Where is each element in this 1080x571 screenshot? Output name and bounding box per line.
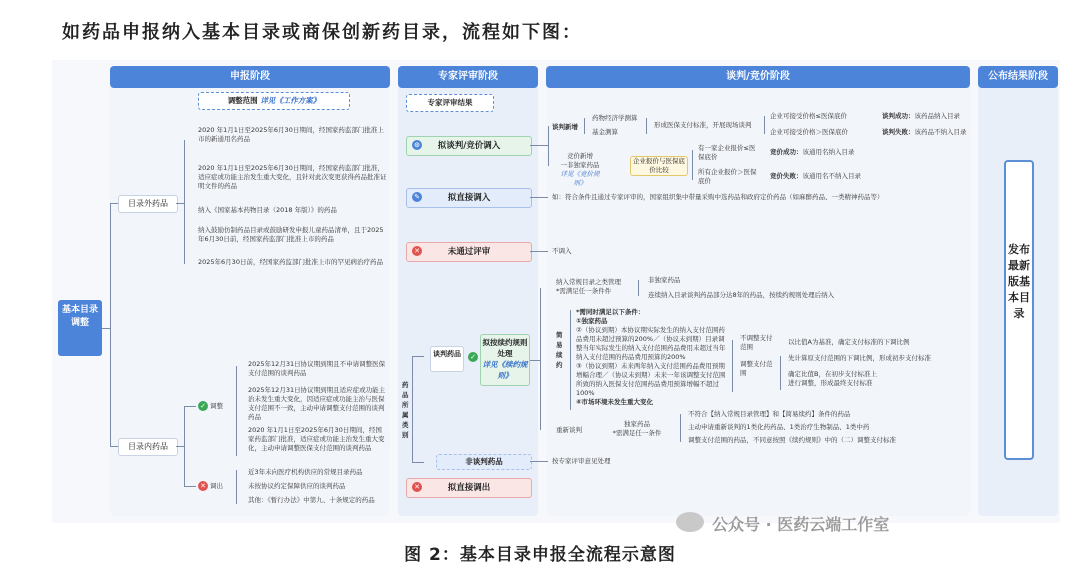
connector <box>412 356 413 462</box>
bid-failure-text: 该通用名不纳入目录 <box>802 172 861 180</box>
non-exclusive-label: 非独家药品 <box>648 276 681 284</box>
to-direct-node <box>406 188 532 208</box>
negotiate-column-header: 谈判/竞价阶段 <box>546 66 970 88</box>
adjust-item: 2025年12月31日协议期到期且不申请调整医保支付范围的谈判药品 <box>248 360 386 377</box>
simple-renewal-label: 简易续约 <box>556 331 563 369</box>
scope-link[interactable]: 详见《工作方案》 <box>260 96 321 105</box>
bid-failure-label: 竞价失败： <box>770 172 803 180</box>
connector <box>530 251 548 252</box>
adjust-text-1: 先计算原支付范围的下调比例，形成初步支付标准 <box>788 354 931 362</box>
no-adjust-scope: 不调整支付范围 <box>740 334 773 351</box>
talk-failure <box>882 128 967 137</box>
fail-label: 未通过评审 <box>447 247 491 257</box>
cond-gt-label: 企业可接受价格＞医保底价 <box>770 128 848 136</box>
review-result-box: 专家评审结果 <box>406 94 494 112</box>
connector <box>102 328 110 329</box>
connector <box>646 118 647 134</box>
close-icon: ✕ <box>412 482 422 492</box>
connector <box>530 360 540 361</box>
connector <box>638 280 639 296</box>
non-negotiated-node: 非谈判药品 <box>436 454 532 470</box>
talk-failure-label: 谈判失败： <box>882 128 915 136</box>
bid-failure <box>770 172 861 181</box>
direct-out-node <box>406 478 532 498</box>
close-icon: ✕ <box>198 481 208 491</box>
to-negotiate-label: 拟谈判/竞价调入 <box>437 141 501 151</box>
remove-item: 未按协议约定保障供应的谈判药品 <box>248 482 346 490</box>
connector <box>680 414 681 442</box>
apply-column-header: 申报阶段 <box>110 66 390 88</box>
bid-new-block <box>558 152 602 188</box>
drug-category-label: 药品所属类别 <box>402 381 409 439</box>
outside-item: 2020 年1月1日至2025年6月30日期间，经国家药监部门批准，适应症或功能主治发生重大变化，且针对此次变更获得药品批准证明文件的药品 <box>198 164 387 190</box>
publish-column-header: 公布结果阶段 <box>978 66 1058 88</box>
close-icon: ✕ <box>412 246 422 256</box>
direct-out-label: 拟直接调出 <box>447 483 491 493</box>
review-column <box>398 66 538 516</box>
bid-success <box>770 148 855 157</box>
non-exclusive-text: 连续纳入目录谈判药品部分达8年的药品，按续约规则处理后纳入 <box>648 291 835 299</box>
fund-calc-label: 基金测算 <box>592 128 618 136</box>
review-column-header: 专家评审阶段 <box>398 66 538 88</box>
talk-success <box>882 112 960 121</box>
talk-success-label: 谈判成功： <box>882 112 915 120</box>
connector <box>584 118 585 134</box>
talk-success-text: 该药品纳入目录 <box>914 112 960 120</box>
non-negotiated-note: 按专家评审意见处理 <box>552 457 611 465</box>
connector <box>530 461 548 462</box>
connector <box>540 288 541 430</box>
adjust-label: 调整 <box>210 402 223 410</box>
figure-caption: 图 2：基本目录申报全流程示意图 <box>404 545 676 565</box>
scope-box <box>198 92 350 110</box>
connector <box>780 356 781 390</box>
remove-item: 近3年未向医疗机构供应的常规目录药品 <box>248 468 363 476</box>
connector <box>732 340 733 392</box>
simple-cond-title: *需同时满足以下条件： <box>576 308 645 316</box>
normal-catalog-label: 纳入常规目录之类管理 <box>556 278 621 286</box>
connector <box>176 446 184 447</box>
outside-item: 2020 年1月1日至2025年6月30日期间，经国家药监部门批准上市的新通用名药品 <box>198 126 384 143</box>
adjust-scope: 调整支付范围 <box>740 360 773 377</box>
to-direct-label: 拟直接调入 <box>447 193 491 203</box>
bid-cond-gt: 所有企业报价＞医保底价 <box>698 168 757 185</box>
connector <box>530 197 548 198</box>
outside-item: 纳入鼓励仿制药品目录或鼓励研发申报儿童药品清单，且于2025年6月30日前，经国家药监部门批准上市的药品 <box>198 226 384 243</box>
connector <box>110 203 118 204</box>
check-icon: ✓ <box>198 401 208 411</box>
connector <box>176 203 184 204</box>
connector <box>184 140 185 264</box>
form-standard-label: 形成医保支付标准，开展现场谈判 <box>654 121 752 129</box>
scope-label: 调整范围 <box>227 96 258 105</box>
wechat-icon <box>676 512 704 532</box>
bid-success-text: 该通用名纳入目录 <box>802 148 855 156</box>
simple-cond-item: ③（协议到期）未来两年纳入支付范围药品费用预期增幅合理／（协议未到期）未来一年该调整支付范围所致的纳入医保支付范围药品费用预算增幅不超过100% <box>576 362 726 397</box>
simple-cond-item: ②（协议到期）本协议期实际发生的纳入支付范围药品费用未超过预算的200%／（协议未到期）目录调整当年实际发生的纳入支付范围药品费用未超过当年纳入支付范围的药品费用预算的200% <box>576 326 726 361</box>
renegotiate-item: 不符合【纳入常规目录管理】和【简易续约】条件的药品 <box>688 410 851 418</box>
renegotiate-sub <box>602 420 672 438</box>
flowchart <box>52 60 1060 523</box>
fail-note: 不调入 <box>552 247 572 255</box>
remove-item: 其他：《暂行办法》中第九、十条规定的药品 <box>248 496 375 504</box>
info-icon: ⊙ <box>412 140 422 150</box>
fail-node <box>406 242 532 262</box>
connector <box>692 150 693 180</box>
renew-node <box>480 334 530 386</box>
negotiated-drugs-node: 谈判药品 <box>430 346 464 372</box>
connector <box>570 310 571 410</box>
connector <box>236 470 237 504</box>
adjust-item: 2020 年1月1日至2025年6月30日期间，经国家药监部门批准，适应症或功能主治发生重大变化，主动申请调整医保支付范围的谈判药品 <box>248 426 385 452</box>
simple-conditions <box>576 308 726 407</box>
connector <box>184 406 196 407</box>
connector <box>530 145 548 146</box>
simple-cond-item: ④市场环境未发生重大变化 <box>576 398 654 406</box>
cond-le-label: 企业可接受价格≤医保底价 <box>770 112 847 120</box>
outside-catalog-node: 目录外药品 <box>118 195 178 213</box>
direct-note: 如：符合条件且通过专家评审的，国家组织集中带量采购中选药品和政府定价药品（如麻醉药品、一类精神药品等） <box>552 193 884 201</box>
to-negotiate-node <box>406 136 532 156</box>
connector <box>236 366 237 456</box>
normal-catalog-sub: *需满足任一条件件 <box>556 287 612 295</box>
connector <box>110 203 111 446</box>
bid-success-label: 竞价成功： <box>770 148 803 156</box>
renew-label: 拟按续约规则处理 <box>482 338 528 358</box>
talk-new-label: 谈判新增 <box>552 123 578 131</box>
bid-new-sub: 一非独家药品 <box>560 161 600 169</box>
inside-catalog-node: 目录内药品 <box>118 438 178 456</box>
adjust-item: 2025年12月31日协议期到期且适应症或功能主治未发生重大变化，因适应症或功能主治与医保支付范围不一致，主动申请调整支付范围的谈判药品 <box>248 386 386 421</box>
connector <box>184 406 185 486</box>
connector <box>548 126 549 166</box>
bid-rules-link[interactable]: 详见《竞价规则》 <box>560 170 600 187</box>
connector <box>412 462 424 463</box>
connector <box>764 116 765 134</box>
bid-compare-box: 企业报价与医保底价比较 <box>630 156 688 176</box>
watermark-text: 公众号 · 医药云端工作室 <box>712 515 890 534</box>
publish-final-node: 发布最新版基本目录 <box>1004 160 1034 460</box>
simple-cond-item: ①独家药品 <box>576 317 608 325</box>
remove-label: 调出 <box>210 482 223 490</box>
drug-econ-label: 药物经济学测算 <box>592 114 638 122</box>
bid-cond-le: 有一家企业报价≤医保底价 <box>698 144 756 161</box>
connector <box>184 486 196 487</box>
page-heading: 如药品申报纳入基本目录或商保创新药目录，流程如下图： <box>62 22 582 43</box>
renegotiate-item: 调整支付范围的药品，不同意按照《续约规则》中的（二）调整支付标准 <box>688 436 896 444</box>
connector <box>110 446 118 447</box>
renegotiate-label: 重新谈判 <box>556 426 582 434</box>
renegotiate-item: 主动申请重新谈判的1类化药药品、1类治疗生物制品、1类中药 <box>688 423 870 431</box>
pencil-icon: ✎ <box>412 192 422 202</box>
normal-catalog-block <box>556 278 628 296</box>
renegotiate-sub-cond: *需满足任一条件 <box>612 429 662 437</box>
watermark <box>712 512 889 535</box>
adjust-text-2: 确定比值B，在初步支付标准上进行调整，形成最终支付标准 <box>788 370 877 387</box>
connector <box>412 356 424 357</box>
talk-failure-text: 该药品不纳入目录 <box>914 128 967 136</box>
renegotiate-sub-label: 独家药品 <box>624 420 650 428</box>
bid-new-label: 竞价新增 <box>567 152 593 160</box>
root-node: 基本目录调整 <box>58 300 102 356</box>
outside-item: 2025年6月30日前，经国家药监部门批准上市的罕见病治疗药品 <box>198 258 383 266</box>
outside-item: 纳入《国家基本药物目录（2018 年版）》的药品 <box>198 206 337 214</box>
check-icon: ✓ <box>468 352 478 362</box>
no-adjust-text: 以比值A为基准，确定支付标准的下调比例 <box>788 338 910 346</box>
renew-link[interactable]: 详见《续约规则》 <box>482 360 528 380</box>
